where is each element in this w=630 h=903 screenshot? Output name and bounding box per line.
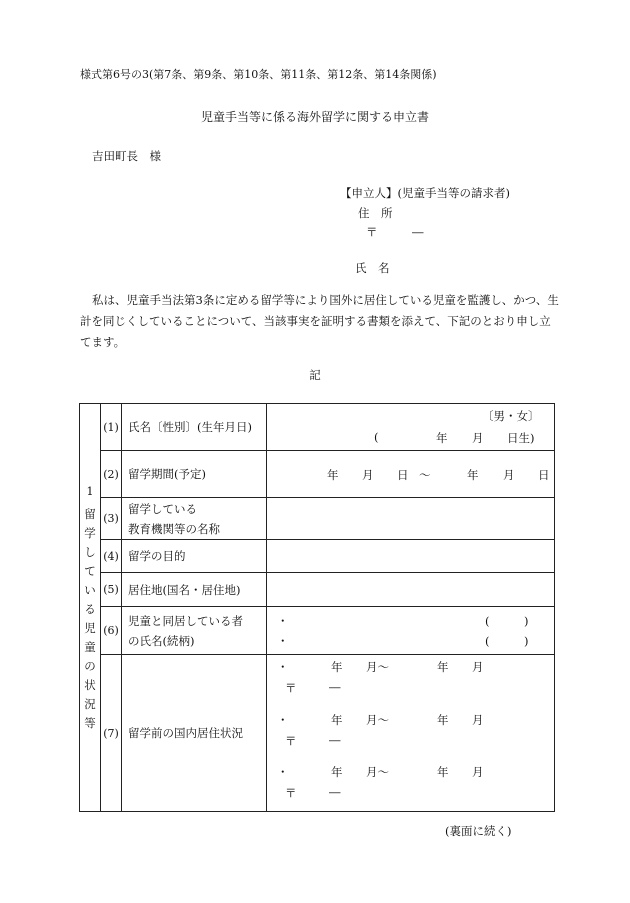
section-char: て [84, 564, 96, 578]
section-label-cell [80, 404, 101, 812]
year-label: 年 [437, 713, 449, 727]
label-line: 留学している [128, 501, 197, 516]
month-tilde: 月〜 [366, 660, 389, 674]
applicant-heading: 【申立人】(児童手当等の請求者) [340, 186, 510, 200]
section-char: る [84, 602, 96, 616]
month-tilde: 月〜 [366, 765, 389, 779]
purpose-value-cell[interactable] [267, 540, 555, 573]
row-number: (6) [101, 607, 122, 655]
label-line: 児童と同居している者 [128, 613, 243, 628]
section-char: 等 [84, 716, 96, 730]
section-char: 留 [84, 507, 96, 521]
period-value-cell[interactable] [267, 451, 555, 498]
section-char: 況 [84, 697, 96, 711]
birth-open: ( [374, 430, 379, 444]
label-line: 教育機関等の名称 [128, 521, 220, 536]
tilde: 〜 [419, 468, 431, 482]
month-label: 月 [472, 431, 484, 445]
year-label: 年 [327, 468, 339, 482]
row-label-prior-residence: 留学前の国内居住状況 [122, 655, 267, 812]
address-label: 住 所 [358, 206, 393, 220]
document-title: 児童手当等に係る海外留学に関する申立書 [200, 110, 429, 124]
relationship-paren: ( ) [485, 634, 529, 648]
section-char: の [84, 659, 96, 673]
year-label: 年 [467, 468, 479, 482]
study-abroad-status-table [79, 403, 555, 812]
month-label: 月 [362, 468, 374, 482]
section-char: 状 [84, 678, 96, 692]
postal-dash: ― [329, 785, 341, 799]
postal-dash: ― [329, 733, 341, 747]
year-label: 年 [436, 431, 448, 445]
bullet: ・ [277, 614, 289, 628]
month-label: 月 [472, 660, 484, 674]
statement-text: 私は、児童手当法第3条に定める留学等により国外に居住している児童を監護し、かつ、生計を同じくしていることについて、当該事実を証明する書類を添えて、下記のとおり申し立てます。 [80, 293, 559, 349]
row-number: (3) [101, 498, 122, 540]
postal-mark: 〒 [285, 681, 297, 695]
addressee: 吉田町長 様 [92, 149, 161, 163]
row-label-residence: 居住地(国名・居住地) [122, 573, 267, 607]
residence-value-cell[interactable] [267, 573, 555, 607]
label-line: の氏名(続柄) [128, 633, 195, 648]
postal-mark: 〒 [285, 734, 297, 748]
bullet: ・ [277, 634, 289, 648]
postal-code-line: 〒 ― [366, 225, 424, 239]
bullet: ・ [277, 713, 289, 727]
row-number: (4) [101, 540, 122, 573]
section-char: い [84, 583, 96, 597]
month-label: 月 [472, 765, 484, 779]
postal-dash: ― [329, 680, 341, 694]
section-char: 童 [84, 640, 96, 654]
postal-mark: 〒 [285, 786, 297, 800]
row-label-purpose: 留学の目的 [122, 540, 267, 573]
section-number: 1 [86, 485, 94, 498]
section-char: 学 [84, 526, 96, 540]
gender-choice: 〔男・女〕 [482, 409, 540, 423]
name-label: 氏 名 [355, 261, 390, 275]
bullet: ・ [277, 765, 289, 779]
year-label: 年 [331, 713, 343, 727]
row-number: (2) [101, 451, 122, 498]
prior-residence-value-cell[interactable] [267, 655, 555, 812]
form-number: 様式第6号の3(第7条、第9条、第10条、第11条、第12条、第14条関係) [80, 68, 437, 81]
row-number: (7) [101, 655, 122, 812]
day-label: 日 [538, 468, 550, 482]
row-label-institution [122, 498, 267, 540]
name-value-cell[interactable] [267, 404, 555, 451]
day-label: 日 [397, 468, 409, 482]
month-label: 月 [503, 468, 515, 482]
row-label-period: 留学期間(予定) [122, 451, 267, 498]
institution-value-cell[interactable] [267, 498, 555, 540]
row-label-cohabitant [122, 607, 267, 655]
bullet: ・ [277, 660, 289, 674]
ki-heading: 記 [309, 368, 321, 382]
section-char: し [84, 545, 96, 559]
row-number: (1) [101, 404, 122, 451]
row-label-name: 氏名〔性別〕(生年月日) [122, 404, 267, 451]
relationship-paren: ( ) [485, 614, 529, 628]
year-label: 年 [331, 765, 343, 779]
section-char: 児 [84, 621, 96, 635]
month-label: 月 [472, 713, 484, 727]
year-label: 年 [437, 660, 449, 674]
row-number: (5) [101, 573, 122, 607]
continued-note: (裏面に続く) [445, 824, 512, 838]
birth-close: 日生) [507, 431, 535, 445]
year-label: 年 [437, 765, 449, 779]
cohabitant-value-cell[interactable] [267, 607, 555, 655]
year-label: 年 [331, 660, 343, 674]
month-tilde: 月〜 [366, 713, 389, 727]
